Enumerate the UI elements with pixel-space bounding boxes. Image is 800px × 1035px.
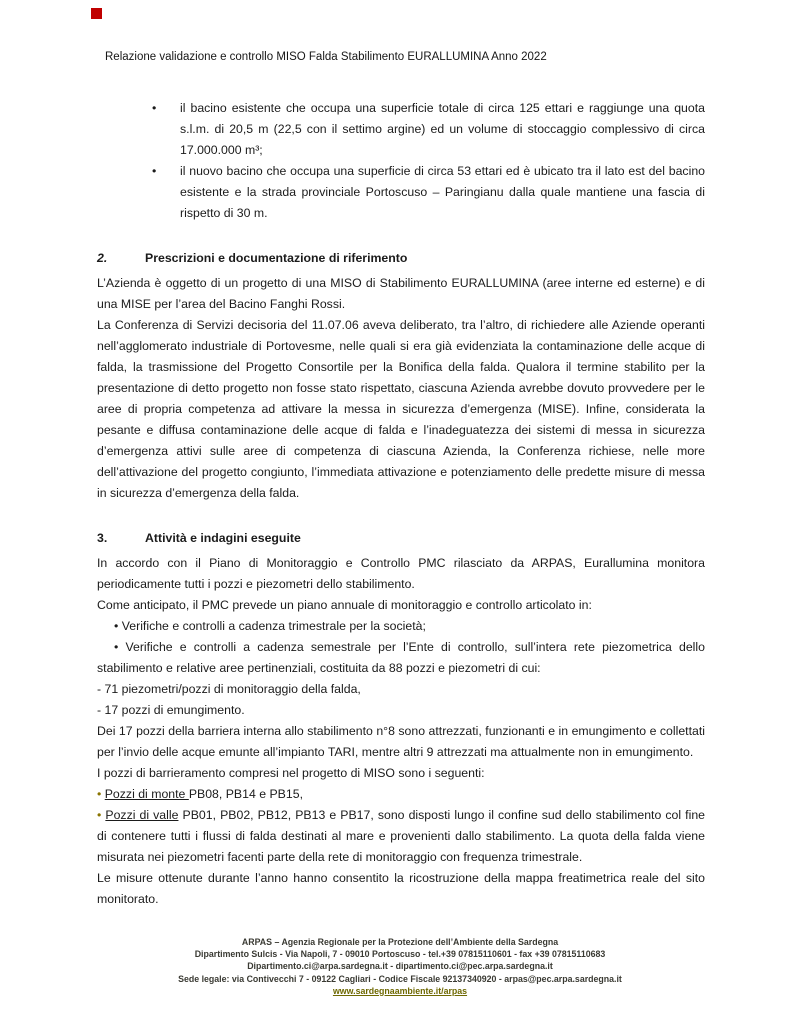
olive-bullet-icon <box>97 787 105 801</box>
footer-line-department: Dipartimento Sulcis - Via Napoli, 7 - 09010 Portoscuso - tel.+39 07815110601 - fax +39 07815110683 <box>194 949 606 960</box>
footer-line-legal: Sede legale: via Contivecchi 7 - 09122 Cagliari - Codice Fiscale 92137340920 - arpas@pec.arpa.sardegna.it <box>178 973 622 984</box>
list-item-existing-basin: • il bacino esistente che occupa una superficie totale di circa 125 ettari e raggiunge una quota s.l.m. di 20,5 m (22,5 con il settimo argine) ed un volume di stoccaggio complessivo di circa 17.000.000 m³; <box>180 98 705 161</box>
section-2-heading <box>97 248 705 269</box>
well-label-valle: Pozzi di valle <box>105 808 179 822</box>
paragraph-pmc-monitoraggio: In accordo con il Piano di Monitoraggio e Controllo PMC rilasciato da ARPAS, Eurallumina monitora periodicamente tutti i pozzi e piezometri dello stabilimento. <box>97 556 705 591</box>
intro-bullet-list <box>180 98 705 224</box>
pmc-bullet-trimestrale: • Verifiche e controlli a cadenza trimestrale per la società; <box>97 616 705 637</box>
paragraph-azienda-miso-mise: L’Azienda è oggetto di un progetto di una MISO di Stabilimento EURALLUMINA (aree interne ed esterne) e di una MISE per l’area del Bacino Fanghi Rossi. <box>97 276 705 311</box>
paragraph-pozzi-barrieramento-intro: I pozzi di barrieramento compresi nel progetto di MISO sono i seguenti: <box>97 766 485 780</box>
section-3-number: 3. <box>97 531 108 545</box>
well-item-valle <box>97 805 705 868</box>
document-header-title: Relazione validazione e controllo MISO Falda Stabilimento EURALLUMINA Anno 2022 <box>105 51 547 63</box>
paragraph-pozzi-barriera: Dei 17 pozzi della barriera interna allo stabilimento n°8 sono attrezzati, funzionanti e in emungimento e collettati per l’invio delle acque emunte all’impianto TARI, mentre altri 9 attrezzati ma attualmente non in emungimento. <box>97 724 705 759</box>
dash-item-pozzi-emungimento: - 17 pozzi di emungimento. <box>97 703 245 717</box>
footer-website-link[interactable]: www.sardegnaambiente.it/arpas <box>332 985 468 996</box>
paragraph-conferenza-servizi: La Conferenza di Servizi decisoria del 11.07.06 aveva deliberato, tra l’altro, di richiedere alle Aziende operanti nell’agglomerato industriale di Portovesme, nelle quali si era già evidenziata la contaminazione delle acque di falda, la trasmissione del Progetto Consortile per la Bonifica della falda. Qualora il termine stabilito per la presentazione di detto progetto non fosse stato rispettato, ciascuna Azienda avrebbe dovuto provvedere per le aree di propria competenza ad attivare la messa in sicurezza d’emergenza (MISE). Infine, considerata la pesante e diffusa contaminazione delle acque di falda e l’inadeguatezza dei sistemi di messa in sicurezza d’emergenza attivi sulle aree di competenza di ciascuna Azienda, la Conferenza richiese, nelle more dell’attivazione del progetto congiunto, l’immediata attivazione e potenziamento delle predette misure di messa in sicurezza d’emergenza della falda. <box>97 318 705 500</box>
paragraph-misure-mappa: Le misure ottenute durante l’anno hanno consentito la ricostruzione della mappa freatimetrica reale del sito monitorato. <box>97 871 705 906</box>
paragraph-piano-annuale: Come anticipato, il PMC prevede un piano annuale di monitoraggio e controllo articolato in: <box>97 598 592 612</box>
well-item-monte <box>97 784 705 805</box>
footer-link-line <box>0 985 800 997</box>
page-footer <box>0 936 800 997</box>
list-item-new-basin: • il nuovo bacino che occupa una superficie di circa 53 ettari ed è ubicato tra il lato est del bacino esistente e la strada provinciale Portoscuso – Paringianu dalla quale mantiene una fascia di rispetto di 30 m. <box>180 161 705 224</box>
section-2-number: 2. <box>97 251 108 265</box>
red-square-marker <box>91 8 102 19</box>
pmc-bullet-semestrale: • Verifiche e controlli a cadenza semestrale per l’Ente di controllo, sull’intera rete piezometrica dello stabilimento e relative aree pertinenziali, costituita da 88 pozzi e piezometri di cui: <box>97 637 705 679</box>
well-label-monte: Pozzi di monte <box>104 787 189 801</box>
section-3-title: Attività e indagini eseguite <box>145 531 301 545</box>
section-3-heading <box>97 528 705 549</box>
section-2-title: Prescrizioni e documentazione di riferimento <box>145 251 408 265</box>
well-rest-monte: PB08, PB14 e PB15, <box>188 787 303 801</box>
dash-item-piezometri: - 71 piezometri/pozzi di monitoraggio della falda, <box>97 682 361 696</box>
footer-line-emails: Dipartimento.ci@arpa.sardegna.it - dipartimento.ci@pec.arpa.sardegna.it <box>247 961 553 972</box>
well-rest-valle: PB01, PB02, PB12, PB13 e PB17, sono disposti lungo il confine sud dello stabilimento col fine di contenere tutti i flussi di falda destinati al mare e provenienti dallo stabilimento. La quota della falda viene misurata nei piezometri facenti parte della rete di monitoraggio con frequenza trimestrale. <box>97 808 705 864</box>
document-body <box>97 90 705 910</box>
footer-line-agency: ARPAS – Agenzia Regionale per la Protezione dell’Ambiente della Sardegna <box>241 937 559 947</box>
